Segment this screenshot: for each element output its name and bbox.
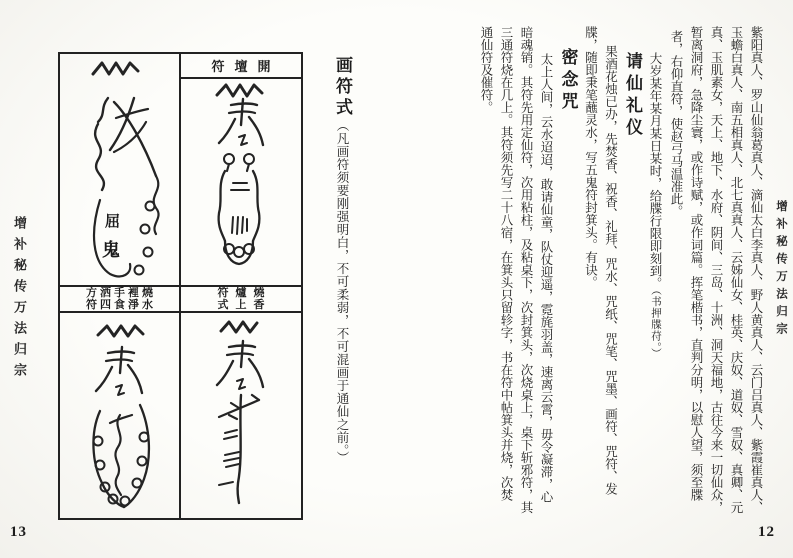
talisman-character-qu: 屈 [105, 214, 121, 230]
right-page-text [472, 26, 762, 530]
page-number-right: 12 [758, 524, 775, 540]
table-header-altar-opening-talisman [181, 54, 301, 79]
zigzag-mark-icon [217, 85, 262, 96]
section-heading-inviting-immortals-rite: 请仙礼仪 [623, 52, 642, 140]
text-column: 果酒花烛已办，先焚香、祝香、礼拜、咒水、咒纸、咒笔、咒墨、画符、咒符、发 [603, 45, 618, 495]
band-label-left [60, 285, 179, 313]
caption-text [330, 56, 355, 476]
talisman-drawing-bottom-left [60, 315, 179, 516]
zigzag-mark-icon [93, 63, 138, 74]
band-left-line2: 符四食淨水 [86, 299, 156, 311]
talisman-drawing-bottom-right [181, 315, 301, 516]
column-inline-note: （书押牒苻。） [650, 289, 661, 360]
column-main-text: 大岁某年某月某日某时，给牒行限即刻到。 [648, 52, 662, 290]
section-heading-silent-incantation: 密念咒 [558, 48, 578, 114]
spine-title-left: 增补秘传万法归宗 [12, 216, 27, 384]
talisman-character-gui: 鬼 [102, 240, 120, 260]
spine-title-right: 增补秘传万法归宗 [775, 200, 787, 340]
caption-heading: 画符式 [333, 56, 352, 119]
talisman-drawing-top-left [60, 56, 179, 285]
band-right-line1: 符爐燒 [217, 286, 272, 299]
band-left-line1: 方洒手裡燒 [86, 286, 156, 299]
talisman-drawing-top-right [181, 79, 301, 285]
page-number-left: 13 [10, 524, 27, 540]
text-column: 暂离洞府，急降尘寰，或作诗赋，或作词篇。挥笔楷书，直判分明，以慰人望，须至牒 [689, 26, 703, 501]
zigzag-mark-icon [221, 322, 257, 332]
text-column: 通仙符及催符。 [479, 26, 493, 114]
text-column: 牒，随即秉笔蘸灵水，写五鬼符封箕头。有诀。 [583, 26, 598, 289]
table-header-label: 符壇開 [211, 59, 281, 74]
caption-drawing-talisman-method [330, 56, 355, 476]
text-column: 暗魂销。其符先用定仙符，次用粘柱，及粘桌下，次封箕头，次烧桌上，桌下斩邪符，其 [519, 26, 533, 514]
band-label-right [181, 285, 301, 313]
text-column [648, 26, 663, 530]
text-column: 太上人间，云水迢迢，敢请仙童，队仗迎遥，霓旄羽盖，速离云霄，毋令凝滞，心 [539, 53, 553, 503]
zigzag-mark-icon [98, 326, 143, 336]
talisman-table [58, 52, 303, 520]
text-column: 玉蟾白真人、南五相真人、北七真真人、云姊仙女、桂英、庆奴、道奴、雪奴、真卿、元 [729, 26, 743, 514]
caption-body: （凡画符须要刚强明白，不可柔弱，不可混画于通仙之前。） [335, 119, 349, 464]
text-column: 真、玉肌素女，天上、地下、水府、阴间、三岛、十洲、洞天福地，古往今来一切仙众， [709, 26, 723, 514]
band-right-line2: 式上香 [217, 299, 272, 311]
text-column: 者，右仰直符，使赵弓马温准此。 [669, 30, 683, 218]
text-column: 紫阳真人、罗山仙翁葛真人、滴仙太白李真人、野人黄真人、云门吕真人、紫霞崔真人、 [749, 26, 763, 514]
text-column: 三通符烧在几上。其符须先写二十八宿，在箕头只留轸字，书在符中帖箕头并烧，次焚 [499, 26, 513, 501]
